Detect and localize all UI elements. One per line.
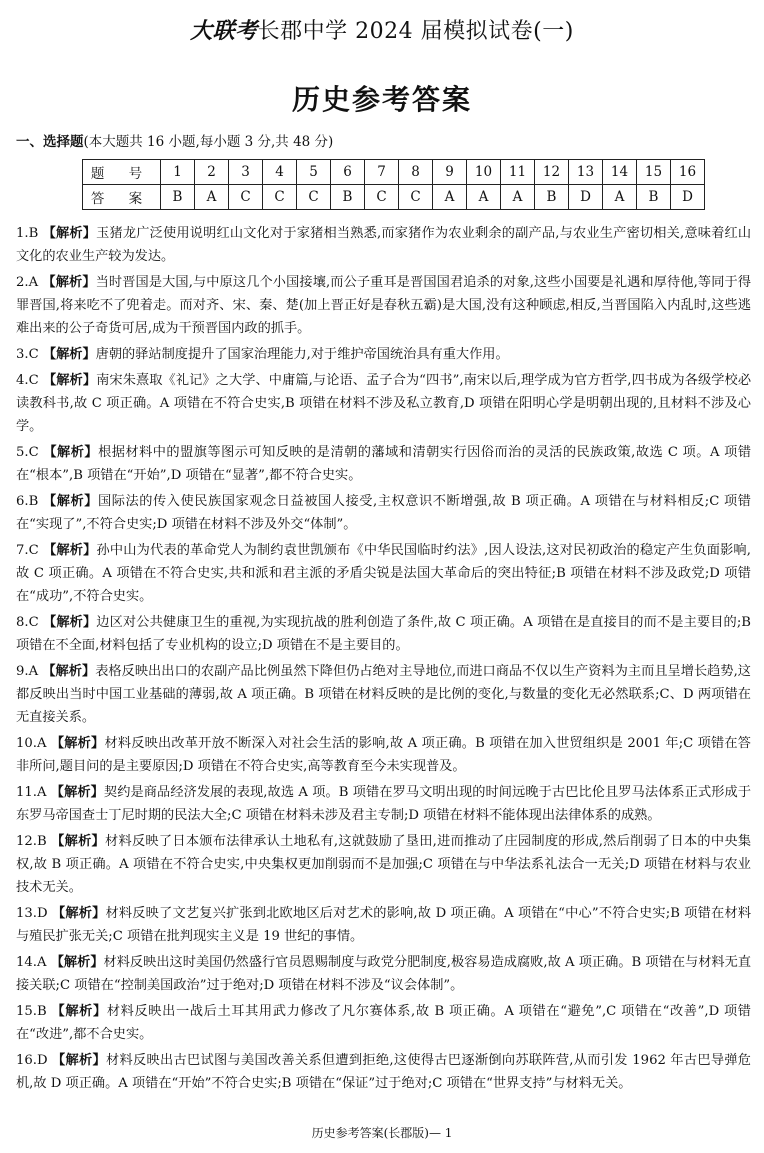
question-number: 15 <box>637 160 671 185</box>
explanation-item <box>16 1000 751 1046</box>
item-number: 5.C <box>16 445 39 460</box>
item-number: 7.C <box>16 543 39 558</box>
item-text: 南宋朱熹取《礼记》之大学、中庸篇,与论语、孟子合为“四书”,南宋以后,理学成为官方哲学,四书成为各级学校必读教科书,故 C 项正确。A 项错在不符合史实,B 项错在材料不涉及私立教育,D 项错在阳明心学是明朝出现的,且材料不涉及心学。 <box>16 373 752 434</box>
answer-cell: C <box>297 185 331 210</box>
explanation-item <box>16 830 751 899</box>
row-header-answer: 答 案 <box>83 185 161 210</box>
jiexi-label: 【解析】 <box>43 445 99 460</box>
item-text: 材料反映了日本颁布法律承认土地私有,这就鼓励了垦田,进而推动了庄园制度的形成,然后削弱了日本的中央集权,故 B 项正确。A 项错在不符合史实,中央集权更加削弱而不是加强;C 项错在与中华法系礼法合一无关;D 项错在材料与农业技术无关。 <box>16 834 752 895</box>
jiexi-label: 【解析】 <box>42 373 97 388</box>
explanation-item <box>16 441 751 487</box>
question-number: 10 <box>467 160 501 185</box>
item-text: 材料反映出改革开放不断深入对社会生活的影响,故 A 项正确。B 项错在加入世贸组织是 2001 年;C 项错在答非所问,题目问的是主要原因;D 项错在不符合史实,高等教育至今未实现普及。 <box>16 736 751 774</box>
answer-cell: A <box>603 185 637 210</box>
jiexi-label: 【解析】 <box>51 834 106 849</box>
jiexi-label: 【解析】 <box>52 1053 107 1068</box>
answer-cell: D <box>569 185 603 210</box>
item-text: 材料反映出这时美国仍然盛行官员恩赐制度与政党分肥制度,极容易造成腐败,故 A 项正确。B 项错在与材料无直接关联;C 项错在“控制美国政治”过于绝对;D 项错在材料不涉及“议会体制”。 <box>16 955 752 993</box>
item-number: 13.D <box>16 906 48 921</box>
item-number: 12.B <box>16 834 47 849</box>
jiexi-label: 【解析】 <box>42 226 97 241</box>
answer-cell: C <box>365 185 399 210</box>
question-number: 1 <box>161 160 195 185</box>
explanation-item <box>16 343 751 366</box>
jiexi-label: 【解析】 <box>51 906 106 921</box>
jiexi-label: 【解析】 <box>42 347 96 362</box>
explanation-item <box>16 369 751 438</box>
item-number: 14.A <box>16 955 47 970</box>
section-heading <box>16 133 333 151</box>
item-number: 16.D <box>16 1053 48 1068</box>
item-text: 材料反映出一战后土耳其用武力修改了凡尔赛体系,故 B 项正确。A 项错在“避免”,C 项错在“改善”,D 项错在“改进”,都不合史实。 <box>16 1004 751 1042</box>
answer-cell: A <box>467 185 501 210</box>
item-number: 3.C <box>16 347 39 362</box>
answer-cell: A <box>195 185 229 210</box>
brand-logo-text: 大联考 <box>190 18 258 44</box>
jiexi-label: 【解析】 <box>50 955 104 970</box>
item-number: 6.B <box>16 494 39 509</box>
explanation-item <box>16 781 751 827</box>
item-number: 1.B <box>16 226 39 241</box>
page-title: 历史参考答案 <box>291 83 472 116</box>
item-text: 孙中山为代表的革命党人为制约袁世凯颁布《中华民国临时约法》,因人设法,这对民初政治的稳定产生负面影响,故 C 项正确。A 项错在不符合史实,共和派和君主派的矛盾尖锐是法国大革命后的突出特征;B 项错在材料不涉及政党;D 项错在“成功”,不符合史实。 <box>16 543 751 604</box>
answer-cell: D <box>671 185 705 210</box>
jiexi-label: 【解析】 <box>50 785 104 800</box>
item-number: 10.A <box>16 736 47 751</box>
jiexi-label: 【解析】 <box>43 615 97 630</box>
question-number: 14 <box>603 160 637 185</box>
explanation-item <box>16 539 751 608</box>
question-number: 12 <box>535 160 569 185</box>
answer-cell: B <box>535 185 569 210</box>
item-number: 2.A <box>16 275 39 290</box>
item-text: 根据材料中的盟旗等图示可知反映的是清朝的藩域和清朝实行因俗而治的灵活的民族政策,故选 C 项。A 项错在“根本”,B 项错在“开始”,D 项错在“显著”,都不符合史实。 <box>16 445 752 483</box>
question-number-row <box>83 160 705 185</box>
question-number: 8 <box>399 160 433 185</box>
item-number: 4.C <box>16 373 39 388</box>
question-number: 3 <box>229 160 263 185</box>
answer-cell: A <box>433 185 467 210</box>
explanation-item <box>16 222 751 268</box>
question-number: 11 <box>501 160 535 185</box>
item-text: 玉猪龙广泛使用说明红山文化对于家猪相当熟悉,而家猪作为农业剩余的副产品,与农业生产密切相关,意味着红山文化的农业生产较为发达。 <box>16 226 752 264</box>
question-number: 5 <box>297 160 331 185</box>
explanation-item <box>16 1049 751 1095</box>
answer-cell: B <box>331 185 365 210</box>
explanation-item <box>16 611 751 657</box>
jiexi-label: 【解析】 <box>43 494 99 509</box>
item-text: 材料反映出古巴试图与美国改善关系但遭到拒绝,这使得古巴逐渐倒向苏联阵营,从而引发 1962 年古巴导弹危机,故 D 项正确。A 项错在“开始”不符合史实;B 项错在“保证”过于绝对;C 项错在“世界支持”与材料无关。 <box>16 1053 751 1091</box>
item-number: 9.A <box>16 664 39 679</box>
question-number: 16 <box>671 160 705 185</box>
page-footer: 历史参考答案(长郡版)— 1 <box>311 1126 453 1140</box>
explanation-item <box>16 490 751 536</box>
question-number: 6 <box>331 160 365 185</box>
item-number: 8.C <box>16 615 39 630</box>
exam-name: 长郡中学 2024 届模拟试卷(一) <box>257 19 574 44</box>
item-text: 边区对公共健康卫生的重视,为实现抗战的胜利创造了条件,故 C 项正确。A 项错在是直接目的而不是主要目的;B 项错在不全面,材料包括了专业机构的设立;D 项错在不是主要目的。 <box>16 615 751 653</box>
section-note: (本大题共 16 小题,每小题 3 分,共 48 分) <box>83 134 334 150</box>
jiexi-label: 【解析】 <box>43 543 97 558</box>
answer-cell: C <box>229 185 263 210</box>
explanation-item <box>16 902 751 948</box>
answer-table <box>82 159 705 210</box>
item-text: 唐朝的驿站制度提升了国家治理能力,对于维护帝国统治具有重大作用。 <box>95 347 509 362</box>
explanation-item <box>16 951 751 997</box>
item-text: 契约是商品经济发展的表现,故选 A 项。B 项错在罗马文明出现的时间远晚于古巴比伦且罗马法体系正式形成于东罗马帝国查士丁尼时期的民法大全;C 项错在材料未涉及君主专制;D 项错在材料不能体现出法律体系的成熟。 <box>16 785 752 823</box>
question-number: 7 <box>365 160 399 185</box>
question-number: 2 <box>195 160 229 185</box>
section-label: 一、选择题 <box>16 134 84 150</box>
jiexi-label: 【解析】 <box>51 1004 107 1019</box>
jiexi-label: 【解析】 <box>42 275 96 290</box>
explanation-item <box>16 732 751 778</box>
answer-cell: A <box>501 185 535 210</box>
explanation-list <box>16 222 751 1098</box>
question-number: 9 <box>433 160 467 185</box>
answer-cell: B <box>637 185 671 210</box>
item-text: 表格反映出出口的农副产品比例虽然下降但仍占绝对主导地位,而进口商品不仅以生产资料为主而且呈增长趋势,这都反映出当时中国工业基础的薄弱,故 A 项正确。B 项错在材料反映的是比例的变化,与数量的变化无必然联系;C、D 两项错在无直接关系。 <box>16 664 751 725</box>
row-header-number: 题 号 <box>83 160 161 185</box>
question-number: 13 <box>569 160 603 185</box>
answer-cell: C <box>263 185 297 210</box>
item-number: 15.B <box>16 1004 47 1019</box>
item-text: 材料反映了文艺复兴扩张到北欧地区后对艺术的影响,故 D 项正确。A 项错在“中心”不符合史实;B 项错在材料与殖民扩张无关;C 项错在批判现实主义是 19 世纪的事情。 <box>16 906 752 944</box>
explanation-item <box>16 660 751 729</box>
explanation-item <box>16 271 751 340</box>
jiexi-label: 【解析】 <box>50 736 105 751</box>
jiexi-label: 【解析】 <box>42 664 96 679</box>
item-text: 国际法的传入使民族国家观念日益被国人接受,主权意识不断增强,故 B 项正确。A 项错在与材料相反;C 项错在“实现了”,不符合史实;D 项错在材料不涉及外交“体制”。 <box>16 494 751 532</box>
item-number: 11.A <box>16 785 47 800</box>
answer-cell: C <box>399 185 433 210</box>
answer-cell: B <box>161 185 195 210</box>
item-text: 当时晋国是大国,与中原这几个小国接壤,而公子重耳是晋国国君追杀的对象,这些小国要是礼遇和厚待他,等同于得罪晋国,将来吃不了兜着走。而对齐、宋、秦、楚(加上晋正好是春秋五霸)是大国,没有这种顾虑,相反,当晋国陷入内乱时,这些逃难出来的公子奇货可居,成为干预晋国内政的抓手。 <box>16 275 752 336</box>
answer-row <box>83 185 705 210</box>
exam-header <box>0 16 764 47</box>
question-number: 4 <box>263 160 297 185</box>
